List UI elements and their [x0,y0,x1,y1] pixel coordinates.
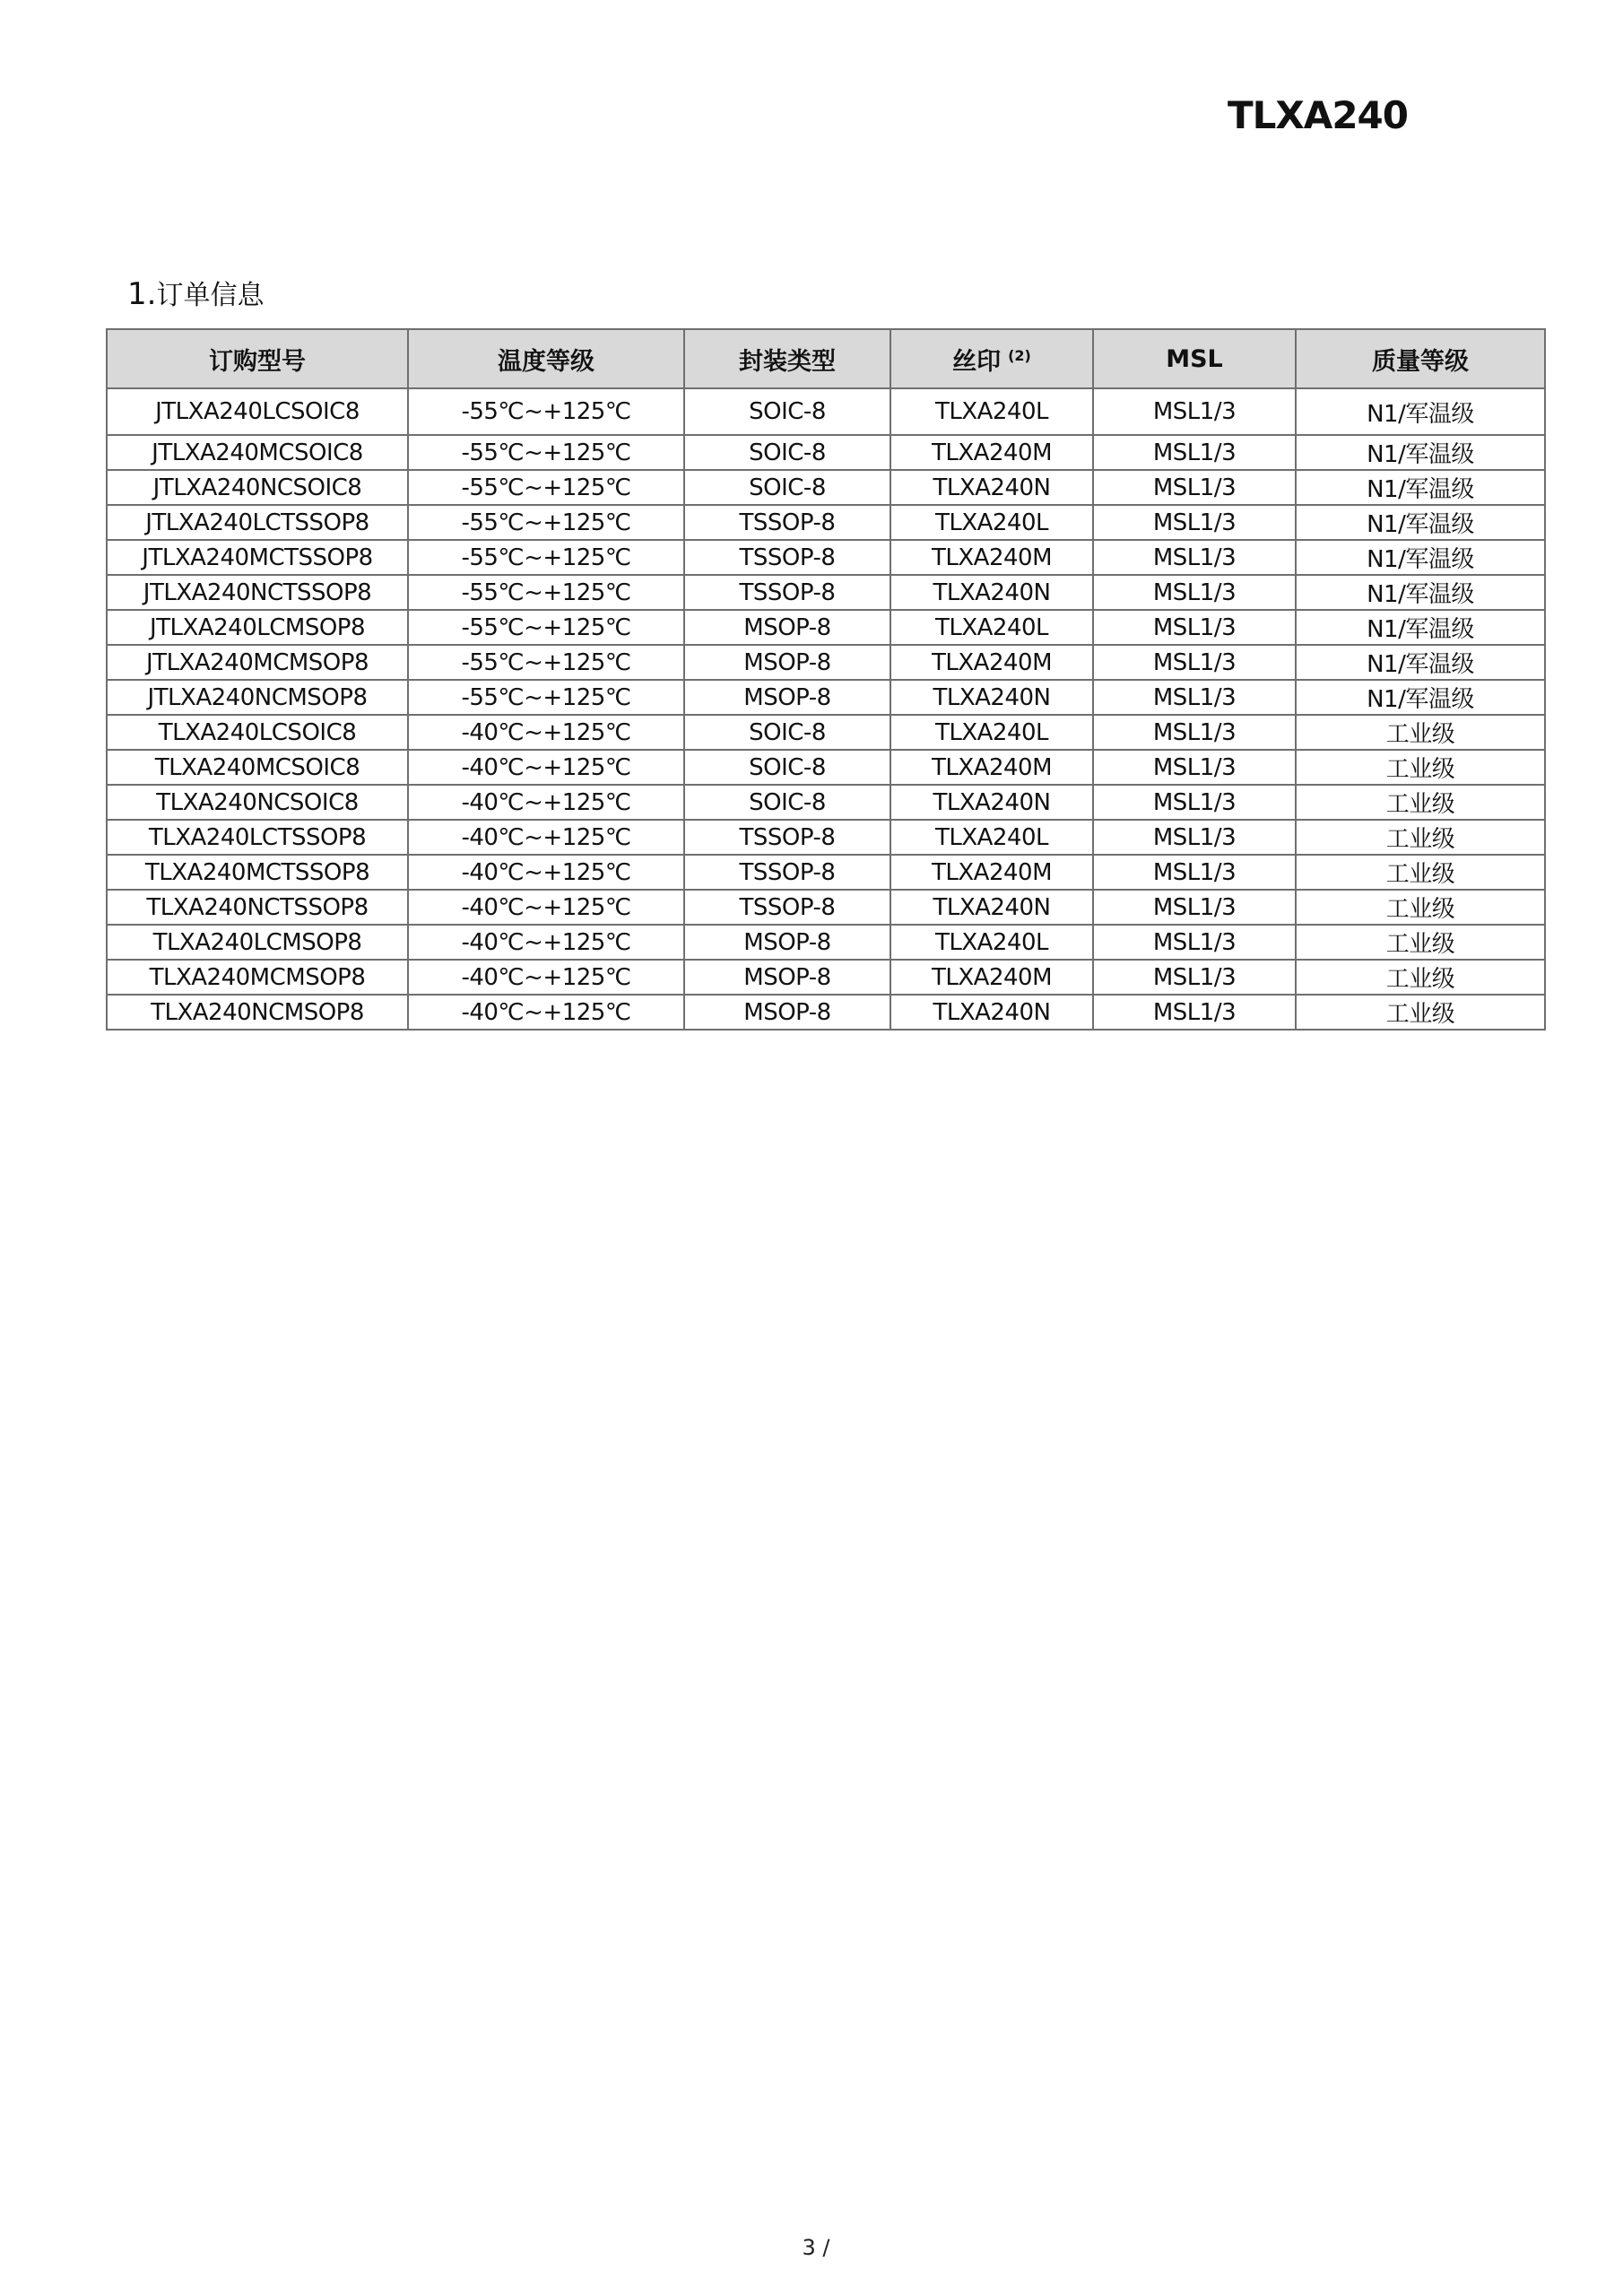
cell-msl: MSL1/3 [1093,785,1296,820]
document-title: TLXA240 [1228,93,1408,137]
cell-order-model: JTLXA240NCMSOP8 [107,680,408,715]
cell-package-type: SOIC-8 [684,388,890,435]
cell-msl: MSL1/3 [1093,820,1296,855]
cell-temperature-grade: -40℃~+125℃ [408,820,684,855]
cell-package-type: MSOP-8 [684,995,890,1030]
column-header-msl: MSL [1093,329,1296,388]
marking-header-label: 丝印 [952,347,1002,376]
cell-msl: MSL1/3 [1093,470,1296,505]
cell-temperature-grade: -55℃~+125℃ [408,610,684,645]
table-row [107,388,1545,435]
cell-marking: TLXA240N [890,890,1093,925]
cell-order-model: TLXA240MCSOIC8 [107,750,408,785]
cell-order-model: JTLXA240LCMSOP8 [107,610,408,645]
cell-marking: TLXA240M [890,540,1093,575]
table-row [107,540,1545,575]
cell-temperature-grade: -55℃~+125℃ [408,435,684,470]
cell-package-type: MSOP-8 [684,610,890,645]
cell-msl: MSL1/3 [1093,435,1296,470]
cell-order-model: TLXA240LCTSSOP8 [107,820,408,855]
cell-marking: TLXA240N [890,470,1093,505]
cell-quality-grade: N1/军温级 [1296,540,1545,575]
cell-order-model: JTLXA240MCSOIC8 [107,435,408,470]
cell-marking: TLXA240N [890,680,1093,715]
cell-marking: TLXA240M [890,645,1093,680]
cell-quality-grade: 工业级 [1296,820,1545,855]
cell-msl: MSL1/3 [1093,610,1296,645]
cell-temperature-grade: -40℃~+125℃ [408,785,684,820]
cell-temperature-grade: -40℃~+125℃ [408,855,684,890]
section-title: 订单信息 [156,280,265,311]
cell-quality-grade: N1/军温级 [1296,610,1545,645]
cell-package-type: MSOP-8 [684,680,890,715]
table-body [107,388,1545,1030]
cell-temperature-grade: -55℃~+125℃ [408,505,684,540]
cell-marking: TLXA240L [890,715,1093,750]
cell-quality-grade: 工业级 [1296,960,1545,995]
cell-msl: MSL1/3 [1093,645,1296,680]
cell-package-type: MSOP-8 [684,925,890,960]
cell-temperature-grade: -40℃~+125℃ [408,960,684,995]
cell-marking: TLXA240L [890,388,1093,435]
cell-package-type: SOIC-8 [684,750,890,785]
cell-msl: MSL1/3 [1093,540,1296,575]
table-header-row [107,329,1545,388]
page-number: 3 / [802,2235,830,2260]
order-info-table [106,328,1546,1031]
cell-msl: MSL1/3 [1093,715,1296,750]
column-header-order-model: 订购型号 [107,329,408,388]
cell-package-type: TSSOP-8 [684,540,890,575]
cell-temperature-grade: -40℃~+125℃ [408,995,684,1030]
marking-footnote-ref: (2) [1008,346,1031,364]
cell-quality-grade: N1/军温级 [1296,435,1545,470]
cell-msl: MSL1/3 [1093,388,1296,435]
cell-msl: MSL1/3 [1093,680,1296,715]
table-row [107,715,1545,750]
cell-marking: TLXA240L [890,610,1093,645]
cell-msl: MSL1/3 [1093,960,1296,995]
cell-quality-grade: N1/军温级 [1296,680,1545,715]
cell-order-model: JTLXA240LCTSSOP8 [107,505,408,540]
cell-marking: TLXA240N [890,785,1093,820]
cell-marking: TLXA240L [890,820,1093,855]
cell-package-type: TSSOP-8 [684,855,890,890]
cell-quality-grade: 工业级 [1296,750,1545,785]
cell-package-type: TSSOP-8 [684,820,890,855]
table-row [107,645,1545,680]
table-row [107,680,1545,715]
cell-marking: TLXA240M [890,960,1093,995]
cell-temperature-grade: -55℃~+125℃ [408,575,684,610]
cell-quality-grade: N1/军温级 [1296,505,1545,540]
table-row [107,470,1545,505]
cell-package-type: TSSOP-8 [684,890,890,925]
table-row [107,785,1545,820]
cell-temperature-grade: -55℃~+125℃ [408,540,684,575]
cell-quality-grade: N1/军温级 [1296,470,1545,505]
cell-msl: MSL1/3 [1093,575,1296,610]
table-row [107,575,1545,610]
table-row [107,995,1545,1030]
cell-marking: TLXA240N [890,995,1093,1030]
cell-quality-grade: 工业级 [1296,855,1545,890]
cell-msl: MSL1/3 [1093,925,1296,960]
cell-quality-grade: 工业级 [1296,890,1545,925]
table-row [107,435,1545,470]
cell-order-model: JTLXA240MCMSOP8 [107,645,408,680]
cell-quality-grade: 工业级 [1296,785,1545,820]
cell-quality-grade: 工业级 [1296,925,1545,960]
cell-package-type: SOIC-8 [684,715,890,750]
cell-order-model: TLXA240MCMSOP8 [107,960,408,995]
section-number: 1. [127,276,157,312]
cell-marking: TLXA240L [890,505,1093,540]
cell-order-model: TLXA240LCMSOP8 [107,925,408,960]
cell-order-model: JTLXA240LCSOIC8 [107,388,408,435]
table-row [107,505,1545,540]
cell-msl: MSL1/3 [1093,995,1296,1030]
cell-order-model: TLXA240NCTSSOP8 [107,890,408,925]
cell-msl: MSL1/3 [1093,890,1296,925]
column-header-temperature-grade: 温度等级 [408,329,684,388]
table-row [107,890,1545,925]
cell-order-model: TLXA240NCMSOP8 [107,995,408,1030]
cell-package-type: MSOP-8 [684,645,890,680]
cell-temperature-grade: -55℃~+125℃ [408,470,684,505]
cell-temperature-grade: -55℃~+125℃ [408,388,684,435]
section-heading [127,273,264,312]
column-header-marking [890,329,1093,388]
cell-package-type: SOIC-8 [684,435,890,470]
cell-order-model: JTLXA240MCTSSOP8 [107,540,408,575]
cell-order-model: TLXA240NCSOIC8 [107,785,408,820]
cell-marking: TLXA240M [890,855,1093,890]
cell-quality-grade: 工业级 [1296,715,1545,750]
cell-msl: MSL1/3 [1093,855,1296,890]
cell-temperature-grade: -40℃~+125℃ [408,890,684,925]
column-header-quality-grade: 质量等级 [1296,329,1545,388]
cell-marking: TLXA240M [890,435,1093,470]
cell-order-model: TLXA240MCTSSOP8 [107,855,408,890]
cell-marking: TLXA240M [890,750,1093,785]
cell-temperature-grade: -40℃~+125℃ [408,750,684,785]
table-row [107,750,1545,785]
cell-marking: TLXA240L [890,925,1093,960]
table-row [107,925,1545,960]
cell-msl: MSL1/3 [1093,505,1296,540]
cell-package-type: TSSOP-8 [684,575,890,610]
cell-quality-grade: N1/军温级 [1296,575,1545,610]
cell-marking: TLXA240N [890,575,1093,610]
cell-order-model: JTLXA240NCTSSOP8 [107,575,408,610]
cell-order-model: JTLXA240NCSOIC8 [107,470,408,505]
cell-quality-grade: N1/军温级 [1296,388,1545,435]
cell-quality-grade: N1/军温级 [1296,645,1545,680]
cell-package-type: MSOP-8 [684,960,890,995]
cell-temperature-grade: -55℃~+125℃ [408,645,684,680]
table-row [107,855,1545,890]
cell-msl: MSL1/3 [1093,750,1296,785]
cell-package-type: TSSOP-8 [684,505,890,540]
cell-temperature-grade: -55℃~+125℃ [408,680,684,715]
cell-quality-grade: 工业级 [1296,995,1545,1030]
cell-package-type: SOIC-8 [684,785,890,820]
table-row [107,820,1545,855]
table-row [107,610,1545,645]
cell-order-model: TLXA240LCSOIC8 [107,715,408,750]
cell-package-type: SOIC-8 [684,470,890,505]
column-header-package-type: 封装类型 [684,329,890,388]
table-row [107,960,1545,995]
cell-temperature-grade: -40℃~+125℃ [408,925,684,960]
cell-temperature-grade: -40℃~+125℃ [408,715,684,750]
